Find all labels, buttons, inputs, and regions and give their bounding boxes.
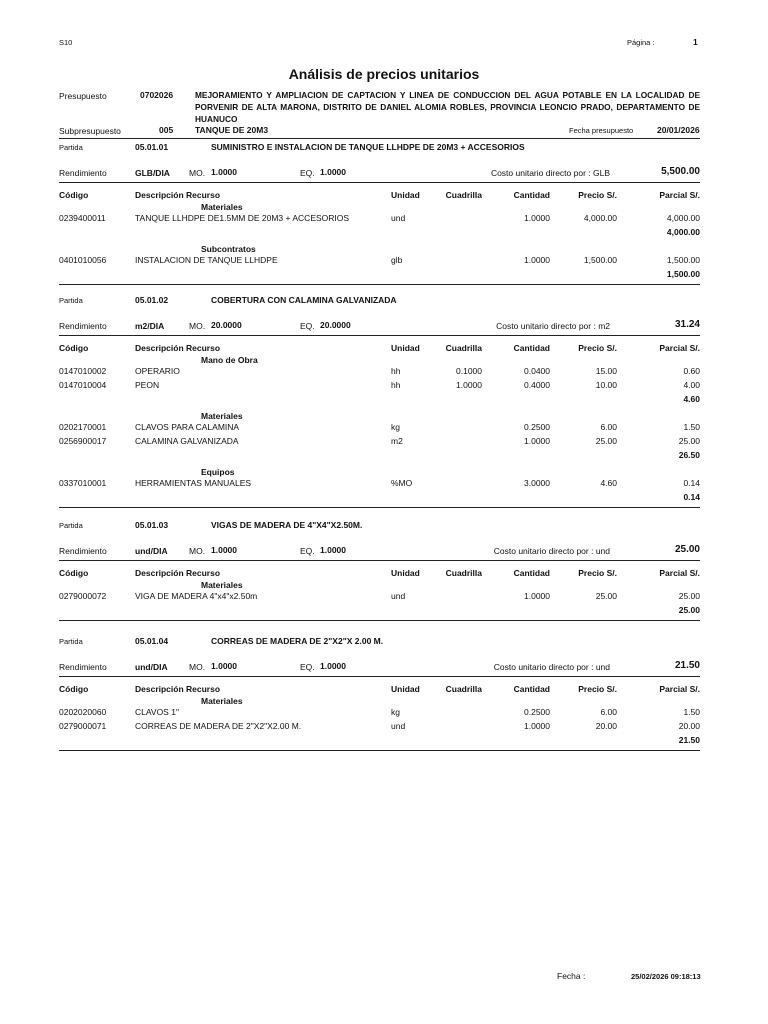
col-parcial-header: Parcial S/.: [659, 190, 700, 200]
resource-parcial: 25.00: [678, 591, 700, 601]
col-cantidad-header: Cantidad: [513, 568, 550, 578]
col-cantidad-header: Cantidad: [513, 190, 550, 200]
resource-cantidad: 0.4000: [524, 380, 550, 390]
eq-value: 1.0000: [320, 167, 346, 177]
group-subtotal: 26.50: [678, 450, 700, 460]
resource-parcial: 4.00: [683, 380, 700, 390]
resource-precio: 25.00: [595, 591, 617, 601]
col-descripcion-header: Descripción Recurso: [135, 684, 221, 694]
resource-precio: 4,000.00: [583, 213, 617, 223]
partida-divider: [59, 507, 700, 508]
resource-description: CLAVOS 1": [135, 707, 179, 717]
resource-precio: 4.60: [600, 478, 617, 488]
resource-cantidad: 1.0000: [524, 721, 550, 731]
group-subtotal: 25.00: [678, 605, 700, 615]
resource-cuadrilla: 0.1000: [456, 366, 482, 376]
resource-description: INSTALACION DE TANQUE LLHDPE: [135, 255, 278, 265]
presupuesto-description: MEJORAMIENTO Y AMPLIACION DE CAPTACION Y LINEA DE CONDUCCION DEL AGUA POTABLE EN LA LOCALIDAD DE PORVENIR DE ALTA MARONA, DISTRITO DE DANIEL ALOMIA ROBLES, PROVINCIA LEONCIO PRADO, DEPARTAMENTO DE HUANUCO: [195, 90, 700, 124]
resource-precio: 1,500.00: [583, 255, 617, 265]
col-descripcion-header: Descripción Recurso: [135, 190, 221, 200]
rendimiento-unit: GLB/DIA: [135, 168, 170, 178]
fecha-presupuesto-label: Fecha presupuesto: [569, 126, 634, 135]
resource-precio: 6.00: [600, 707, 617, 717]
costo-unitario-value: 21.50: [674, 660, 700, 671]
rendimiento-divider: [59, 335, 700, 336]
col-codigo-header: Código: [59, 190, 89, 200]
col-precio-header: Precio S/.: [578, 190, 617, 200]
resource-code: 0279000071: [59, 721, 107, 731]
costo-unitario-label: Costo unitario directo por : m2: [496, 321, 610, 331]
resource-cantidad: 1.0000: [524, 591, 550, 601]
resource-unit: %MO: [391, 478, 413, 488]
resource-unit: hh: [391, 380, 401, 390]
presupuesto-code: 0702026: [140, 90, 174, 100]
resource-parcial: 25.00: [678, 436, 700, 446]
partida-code: 05.01.02: [135, 295, 169, 305]
resource-cantidad: 1.0000: [524, 255, 550, 265]
resource-code: 0147010004: [59, 380, 107, 390]
partida-label: Partida: [59, 521, 83, 530]
resource-precio: 10.00: [595, 380, 617, 390]
col-unidad-header: Unidad: [391, 684, 420, 694]
resource-parcial: 1.50: [683, 422, 700, 432]
rendimiento-unit: und/DIA: [135, 546, 168, 556]
partida-divider: [59, 284, 700, 285]
resource-unit: hh: [391, 366, 401, 376]
resource-description: CLAVOS PARA CALAMINA: [135, 422, 240, 432]
col-cuadrilla-header: Cuadrilla: [445, 568, 482, 578]
resource-cantidad: 0.2500: [524, 422, 550, 432]
group-subtotal: 0.14: [683, 492, 700, 502]
mo-value: 1.0000: [211, 545, 237, 555]
page-label: Página :: [627, 38, 655, 47]
partida-divider: [59, 750, 700, 751]
rendimiento-label: Rendimiento: [59, 321, 107, 331]
presupuesto-label: Presupuesto: [59, 91, 107, 101]
col-parcial-header: Parcial S/.: [659, 343, 700, 353]
group-title: Materiales: [201, 696, 243, 706]
resource-unit: kg: [391, 422, 400, 432]
resource-parcial: 0.60: [683, 366, 700, 376]
partida-label: Partida: [59, 637, 83, 646]
resource-parcial: 0.14: [683, 478, 700, 488]
resource-parcial: 4,000.00: [666, 213, 700, 223]
subpresupuesto-description: TANQUE DE 20M3: [195, 125, 269, 135]
partida-label: Partida: [59, 296, 83, 305]
mo-label: MO.: [189, 321, 206, 331]
partida-divider: [59, 620, 700, 621]
col-cuadrilla-header: Cuadrilla: [445, 343, 482, 353]
resource-code: 0147010002: [59, 366, 107, 376]
partida-description: VIGAS DE MADERA DE 4"X4"X2.50M.: [211, 520, 363, 530]
subpresupuesto-label: Subpresupuesto: [59, 126, 121, 136]
costo-unitario-label: Costo unitario directo por : und: [493, 546, 610, 556]
resource-description: HERRAMIENTAS MANUALES: [135, 478, 252, 488]
fecha-presupuesto: 20/01/2026: [657, 125, 700, 135]
col-parcial-header: Parcial S/.: [659, 684, 700, 694]
rendimiento-label: Rendimiento: [59, 546, 107, 556]
partida-label: Partida: [59, 143, 83, 152]
resource-unit: und: [391, 591, 406, 601]
col-unidad-header: Unidad: [391, 568, 420, 578]
resource-precio: 25.00: [595, 436, 617, 446]
col-descripcion-header: Descripción Recurso: [135, 568, 221, 578]
costo-unitario-label: Costo unitario directo por : und: [493, 662, 610, 672]
resource-parcial: 20.00: [678, 721, 700, 731]
resource-code: 0239400011: [59, 213, 106, 223]
partida-description: COBERTURA CON CALAMINA GALVANIZADA: [211, 295, 397, 305]
resource-description: PEON: [135, 380, 160, 390]
mo-value: 20.0000: [211, 320, 242, 330]
report-code: S10: [59, 38, 73, 47]
resource-unit: m2: [391, 436, 403, 446]
group-subtotal: 4,000.00: [666, 227, 700, 237]
group-subtotal: 21.50: [678, 735, 700, 745]
eq-value: 1.0000: [320, 545, 346, 555]
col-codigo-header: Código: [59, 568, 89, 578]
resource-cantidad: 0.2500: [524, 707, 550, 717]
resource-description: VIGA DE MADERA 4"x4"x2.50m: [135, 591, 258, 601]
resource-code: 0256900017: [59, 436, 107, 446]
eq-value: 1.0000: [320, 661, 346, 671]
resource-parcial: 1,500.00: [666, 255, 700, 265]
resource-precio: 15.00: [595, 366, 617, 376]
col-cuadrilla-header: Cuadrilla: [445, 190, 482, 200]
resource-unit: kg: [391, 707, 400, 717]
eq-value: 20.0000: [320, 320, 351, 330]
resource-cantidad: 1.0000: [524, 436, 550, 446]
resource-precio: 6.00: [600, 422, 617, 432]
resource-code: 0202170001: [59, 422, 107, 432]
eq-label: EQ.: [300, 546, 315, 556]
rendimiento-unit: m2/DIA: [135, 321, 165, 331]
footer-fecha-label: Fecha :: [557, 971, 586, 981]
col-codigo-header: Código: [59, 684, 89, 694]
resource-description: OPERARIO: [135, 366, 180, 376]
group-title: Equipos: [201, 467, 235, 477]
header-divider: [59, 138, 700, 139]
resource-cantidad: 3.0000: [524, 478, 550, 488]
col-unidad-header: Unidad: [391, 343, 420, 353]
resource-precio: 20.00: [595, 721, 617, 731]
resource-unit: und: [391, 721, 406, 731]
rendimiento-unit: und/DIA: [135, 662, 168, 672]
group-title: Materiales: [201, 202, 243, 212]
col-cantidad-header: Cantidad: [513, 684, 550, 694]
resource-code: 0401010056: [59, 255, 107, 265]
rendimiento-label: Rendimiento: [59, 662, 107, 672]
subpresupuesto-code: 005: [159, 125, 174, 135]
group-title: Materiales: [201, 411, 243, 421]
resource-description: CALAMINA GALVANIZADA: [135, 436, 239, 446]
mo-value: 1.0000: [211, 167, 237, 177]
mo-value: 1.0000: [211, 661, 237, 671]
mo-label: MO.: [189, 546, 206, 556]
resource-unit: glb: [391, 255, 403, 265]
col-cuadrilla-header: Cuadrilla: [445, 684, 482, 694]
resource-code: 0202020060: [59, 707, 107, 717]
costo-unitario-value: 31.24: [674, 319, 700, 330]
mo-label: MO.: [189, 168, 206, 178]
partida-code: 05.01.01: [135, 142, 169, 152]
col-precio-header: Precio S/.: [578, 568, 617, 578]
resource-parcial: 1.50: [683, 707, 700, 717]
rendimiento-divider: [59, 182, 700, 183]
group-title: Materiales: [201, 580, 243, 590]
costo-unitario-label: Costo unitario directo por : GLB: [490, 168, 610, 178]
footer-fecha: 25/02/2026 09:18:13: [631, 972, 701, 981]
partida-code: 05.01.03: [135, 520, 169, 530]
resource-unit: und: [391, 213, 406, 223]
partida-description: SUMINISTRO E INSTALACION DE TANQUE LLHDPE DE 20M3 + ACCESORIOS: [211, 142, 525, 152]
eq-label: EQ.: [300, 321, 315, 331]
col-cantidad-header: Cantidad: [513, 343, 550, 353]
costo-unitario-value: 25.00: [674, 544, 700, 555]
resource-code: 0279000072: [59, 591, 107, 601]
rendimiento-divider: [59, 560, 700, 561]
group-subtotal: 1,500.00: [666, 269, 700, 279]
group-title: Subcontratos: [201, 244, 256, 254]
col-precio-header: Precio S/.: [578, 343, 617, 353]
mo-label: MO.: [189, 662, 206, 672]
group-subtotal: 4.60: [683, 394, 700, 404]
partida-description: CORREAS DE MADERA DE 2"X2"X 2.00 M.: [211, 636, 384, 646]
resource-cantidad: 1.0000: [524, 213, 550, 223]
col-parcial-header: Parcial S/.: [659, 568, 700, 578]
page-number: 1: [693, 37, 698, 47]
resource-description: TANQUE LLHDPE DE1.5MM DE 20M3 + ACCESORIOS: [135, 213, 350, 223]
rendimiento-label: Rendimiento: [59, 168, 107, 178]
costo-unitario-value: 5,500.00: [661, 166, 700, 177]
resource-description: CORREAS DE MADERA DE 2"X2"X2.00 M.: [135, 721, 302, 731]
eq-label: EQ.: [300, 662, 315, 672]
resource-cantidad: 0.0400: [524, 366, 550, 376]
resource-code: 0337010001: [59, 478, 107, 488]
col-unidad-header: Unidad: [391, 190, 420, 200]
page-title: Análisis de precios unitarios: [288, 66, 480, 82]
col-precio-header: Precio S/.: [578, 684, 617, 694]
rendimiento-divider: [59, 676, 700, 677]
partida-code: 05.01.04: [135, 636, 169, 646]
col-descripcion-header: Descripción Recurso: [135, 343, 221, 353]
resource-cuadrilla: 1.0000: [456, 380, 482, 390]
eq-label: EQ.: [300, 168, 315, 178]
group-title: Mano de Obra: [201, 355, 258, 365]
col-codigo-header: Código: [59, 343, 89, 353]
